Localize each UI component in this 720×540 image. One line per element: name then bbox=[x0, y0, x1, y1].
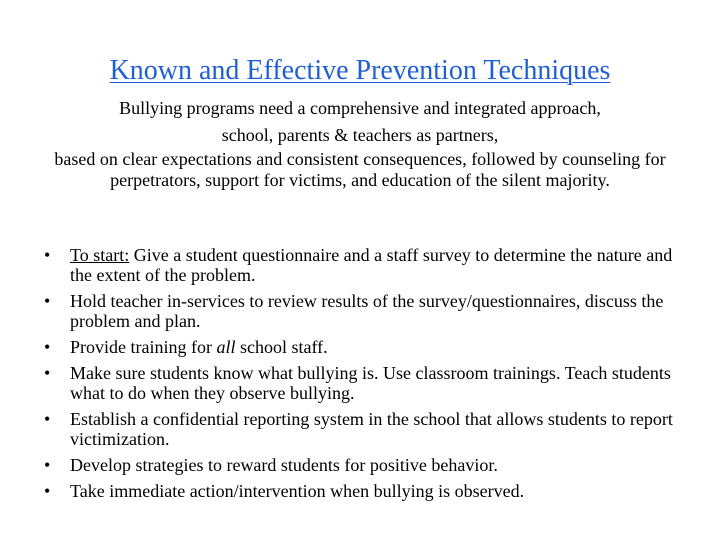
bullet-icon: • bbox=[44, 337, 51, 357]
bullet-icon: • bbox=[44, 409, 51, 429]
intro-line-1: Bullying programs need a comprehensive and integrated approach, bbox=[119, 98, 601, 118]
bullet-text: Give a student questionnaire and a staff survey to determine the nature and the extent of the problem. bbox=[70, 245, 673, 285]
bullet-icon: • bbox=[44, 363, 51, 383]
bullet-text: Establish a confidential reporting system in the school that allows students to report victimization. bbox=[70, 409, 673, 449]
bullet-icon: • bbox=[44, 455, 51, 475]
intro-paragraph bbox=[36, 96, 684, 191]
list-item bbox=[44, 245, 684, 285]
bullet-text: Hold teacher in-services to review results of the survey/questionnaires, discuss the problem and plan. bbox=[70, 291, 664, 331]
list-item bbox=[44, 455, 684, 475]
bullet-icon: • bbox=[44, 245, 51, 265]
bullet-list bbox=[44, 245, 684, 507]
list-item bbox=[44, 409, 684, 449]
intro-line-3: based on clear expectations and consistent consequences, followed by counseling for perpetrators, support for victims, and education of the silent majority. bbox=[54, 149, 666, 190]
bullet-text: Provide training for bbox=[70, 337, 217, 357]
intro-line-2: school, parents & teachers as partners, bbox=[221, 125, 499, 145]
list-item bbox=[44, 291, 684, 331]
bullet-text: school staff. bbox=[235, 337, 328, 357]
list-item bbox=[44, 363, 684, 403]
bullet-text: Take immediate action/intervention when bullying is observed. bbox=[70, 481, 525, 501]
bullet-text: Make sure students know what bullying is. Use classroom trainings. Teach students what to do when they observe bullying. bbox=[70, 363, 671, 403]
list-item bbox=[44, 337, 684, 357]
bullet-icon: • bbox=[44, 291, 51, 311]
bullet-icon: • bbox=[44, 481, 51, 501]
bullet-text: Develop strategies to reward students for positive behavior. bbox=[70, 455, 498, 475]
to-start-label: To start: bbox=[70, 245, 130, 265]
emphasis-text: all bbox=[216, 337, 236, 357]
list-item bbox=[44, 481, 684, 501]
slide-title: Known and Effective Prevention Techniques bbox=[109, 55, 611, 86]
